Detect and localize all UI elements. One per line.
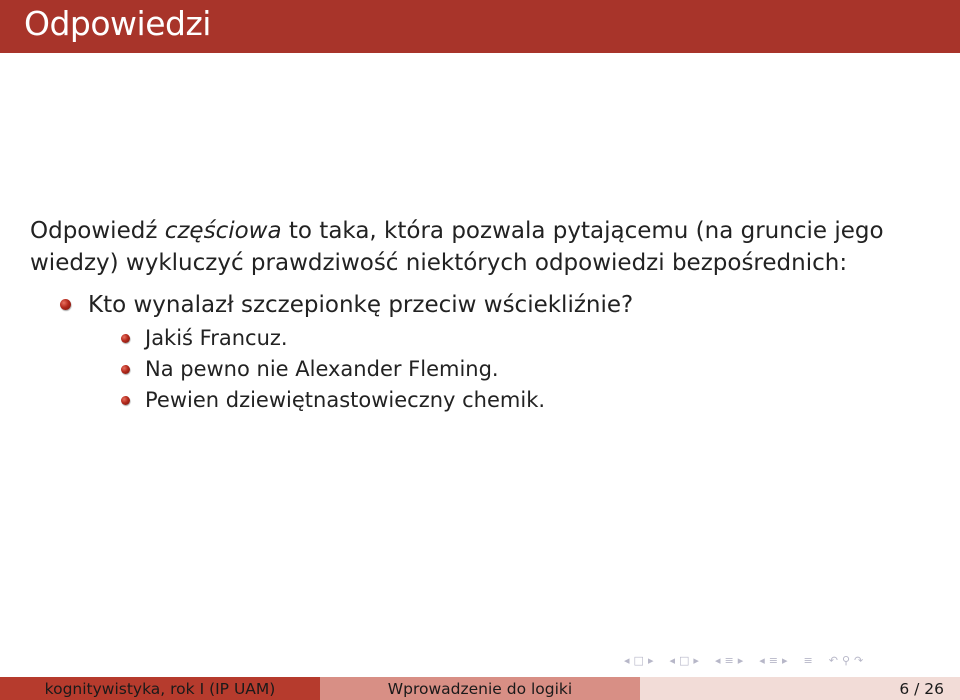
nav-next-section-icon[interactable]: ▸ bbox=[781, 654, 788, 667]
frame-title: Odpowiedzi bbox=[24, 4, 211, 43]
answer-text: Jakiś Francuz. bbox=[145, 326, 288, 350]
question-item bbox=[88, 289, 940, 416]
ball-bullet-icon bbox=[121, 334, 130, 343]
answer-text: Pewien dziewiętnastowieczny chemik. bbox=[145, 388, 546, 412]
beamer-navigation bbox=[624, 650, 863, 672]
answer-item bbox=[145, 354, 940, 385]
intro-text-after: to taka, która pozwala pytającemu (na gruncie jego wiedzy) wykluczyć prawdziwość niektórych odpowiedzi bezpośrednich: bbox=[30, 218, 884, 276]
ball-bullet-icon bbox=[121, 365, 130, 374]
nav-slide-icon[interactable]: □ bbox=[679, 654, 690, 667]
intro-text-before: Odpowiedź bbox=[30, 218, 165, 244]
nav-section-icon[interactable]: ≡ bbox=[768, 654, 778, 667]
frame-title-bar bbox=[0, 0, 960, 53]
nav-search-icon[interactable]: ⚲ bbox=[841, 654, 850, 667]
nav-forward-icon[interactable]: ↷ bbox=[854, 654, 864, 667]
nav-next-subsection-icon[interactable]: ▸ bbox=[737, 654, 744, 667]
nav-next-frame-icon[interactable]: ▸ bbox=[647, 654, 654, 667]
footer-author: kognitywistyka, rok I (IP UAM) bbox=[0, 677, 320, 700]
nav-back-icon[interactable]: ↶ bbox=[828, 654, 838, 667]
answer-text: Na pewno nie Alexander Fleming. bbox=[145, 357, 499, 381]
nav-prev-slide-icon[interactable]: ◂ bbox=[669, 654, 675, 667]
footer-page-number: 6 / 26 bbox=[640, 677, 960, 700]
nav-next-slide-icon[interactable]: ▸ bbox=[693, 654, 699, 667]
answer-item bbox=[145, 385, 940, 416]
ball-bullet-icon bbox=[60, 299, 71, 310]
question-list bbox=[30, 289, 940, 416]
nav-document-icon[interactable]: ≡ bbox=[803, 654, 813, 667]
answer-item bbox=[145, 323, 940, 354]
ball-bullet-icon bbox=[121, 396, 130, 405]
footline bbox=[0, 677, 960, 700]
nav-prev-subsection-icon[interactable]: ◂ bbox=[714, 654, 721, 667]
nav-subsection-icon[interactable]: ≡ bbox=[724, 654, 734, 667]
question-text: Kto wynalazł szczepionkę przeciw wściekliźnie? bbox=[88, 292, 634, 318]
intro-emphasis: częściowa bbox=[164, 218, 282, 244]
answer-list bbox=[88, 323, 940, 416]
footer-course-title: Wprowadzenie do logiki bbox=[320, 677, 640, 700]
nav-frame-icon[interactable]: □ bbox=[633, 654, 644, 667]
nav-prev-frame-icon[interactable]: ◂ bbox=[624, 654, 630, 667]
slide-content bbox=[30, 215, 940, 416]
nav-prev-section-icon[interactable]: ◂ bbox=[759, 654, 765, 667]
intro-paragraph bbox=[30, 215, 940, 279]
